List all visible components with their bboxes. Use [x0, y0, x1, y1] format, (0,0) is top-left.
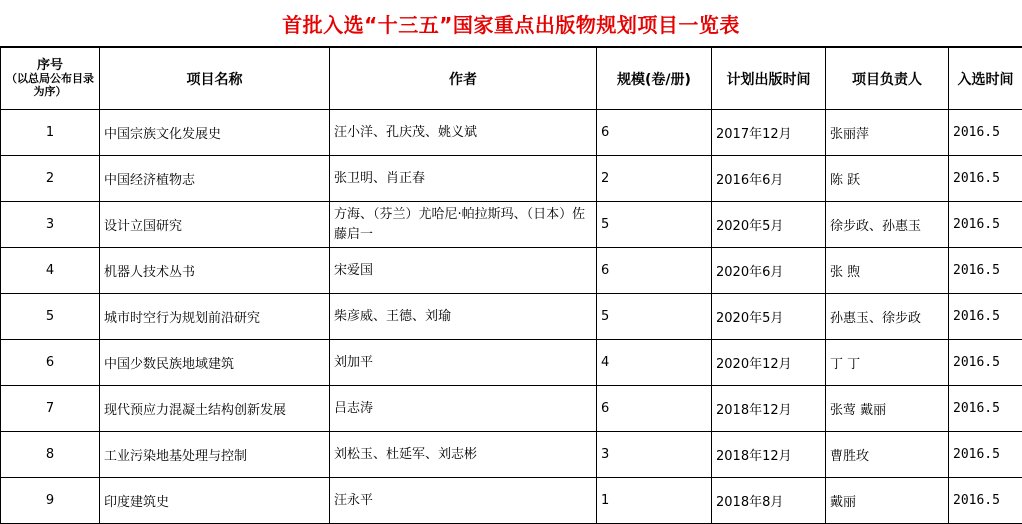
cell-selected-time: 2016.5: [949, 294, 1022, 340]
table-row: [1, 202, 1022, 248]
cell-plan-time: 2020年5月: [712, 294, 826, 340]
cell-leader: 陈 跃: [826, 156, 949, 202]
cell-plan-time: 2018年12月: [712, 386, 826, 432]
cell-seq: 5: [1, 294, 100, 340]
cell-leader: 孙惠玉、徐步政: [826, 294, 949, 340]
cell-author: 刘加平: [330, 340, 597, 386]
cell-leader: 丁 丁: [826, 340, 949, 386]
cell-leader: 张丽萍: [826, 110, 949, 156]
cell-project-name: 印度建筑史: [100, 478, 330, 524]
cell-scale: 4: [597, 340, 712, 386]
cell-scale: 6: [597, 386, 712, 432]
cell-plan-time: 2018年12月: [712, 432, 826, 478]
cell-author: 方海、（芬兰）尤哈尼·帕拉斯玛、（日本）佐藤启一: [330, 202, 597, 248]
header-author: 作者: [330, 48, 597, 110]
projects-table: [0, 47, 1022, 524]
cell-project-name: 现代预应力混凝土结构创新发展: [100, 386, 330, 432]
cell-selected-time: 2016.5: [949, 478, 1022, 524]
cell-author: 柴彦威、王德、刘瑜: [330, 294, 597, 340]
cell-selected-time: 2016.5: [949, 432, 1022, 478]
cell-leader: 张莺 戴丽: [826, 386, 949, 432]
cell-leader: 曹胜玫: [826, 432, 949, 478]
cell-scale: 6: [597, 110, 712, 156]
cell-scale: 3: [597, 432, 712, 478]
title-bar: [0, 0, 1022, 47]
table-row: [1, 340, 1022, 386]
table-row: [1, 110, 1022, 156]
cell-seq: 1: [1, 110, 100, 156]
header-leader: 项目负责人: [826, 48, 949, 110]
cell-scale: 2: [597, 156, 712, 202]
header-seq: [1, 48, 100, 110]
cell-author: 汪永平: [330, 478, 597, 524]
cell-selected-time: 2016.5: [949, 340, 1022, 386]
cell-project-name: 工业污染地基处理与控制: [100, 432, 330, 478]
cell-seq: 3: [1, 202, 100, 248]
cell-leader: 戴丽: [826, 478, 949, 524]
cell-plan-time: 2020年5月: [712, 202, 826, 248]
cell-project-name: 机器人技术丛书: [100, 248, 330, 294]
cell-plan-time: 2020年12月: [712, 340, 826, 386]
cell-seq: 2: [1, 156, 100, 202]
table-body: [1, 110, 1022, 524]
cell-seq: 7: [1, 386, 100, 432]
table-row: [1, 294, 1022, 340]
header-selected-time: 入选时间: [949, 48, 1022, 110]
cell-scale: 6: [597, 248, 712, 294]
cell-author: 汪小洋、孔庆茂、姚义斌: [330, 110, 597, 156]
cell-plan-time: 2018年8月: [712, 478, 826, 524]
cell-leader: 张 煦: [826, 248, 949, 294]
cell-seq: 8: [1, 432, 100, 478]
cell-selected-time: 2016.5: [949, 156, 1022, 202]
table-row: [1, 432, 1022, 478]
cell-author: 吕志涛: [330, 386, 597, 432]
cell-selected-time: 2016.5: [949, 248, 1022, 294]
cell-author: 刘松玉、杜延军、刘志彬: [330, 432, 597, 478]
header-seq-label: 序号: [3, 59, 97, 72]
cell-scale: 1: [597, 478, 712, 524]
cell-author: 宋爱国: [330, 248, 597, 294]
cell-plan-time: 2016年6月: [712, 156, 826, 202]
table-row: [1, 386, 1022, 432]
cell-scale: 5: [597, 202, 712, 248]
cell-seq: 4: [1, 248, 100, 294]
cell-selected-time: 2016.5: [949, 110, 1022, 156]
header-name: 项目名称: [100, 48, 330, 110]
cell-selected-time: 2016.5: [949, 386, 1022, 432]
table-row: [1, 478, 1022, 524]
table-row: [1, 248, 1022, 294]
page-title: 首批入选“十三五”国家重点出版物规划项目一览表: [282, 9, 740, 38]
cell-seq: 6: [1, 340, 100, 386]
cell-leader: 徐步政、孙惠玉: [826, 202, 949, 248]
cell-scale: 5: [597, 294, 712, 340]
cell-plan-time: 2020年6月: [712, 248, 826, 294]
cell-seq: 9: [1, 478, 100, 524]
table-row: [1, 156, 1022, 202]
header-seq-note: （以总局公布目录为序）: [3, 72, 97, 98]
cell-project-name: 设计立国研究: [100, 202, 330, 248]
header-plan-time: 计划出版时间: [712, 48, 826, 110]
header-scale: 规模(卷/册): [597, 48, 712, 110]
cell-project-name: 中国经济植物志: [100, 156, 330, 202]
cell-project-name: 中国宗族文化发展史: [100, 110, 330, 156]
table-header: [1, 48, 1022, 110]
header-row: [1, 48, 1022, 110]
cell-selected-time: 2016.5: [949, 202, 1022, 248]
cell-project-name: 城市时空行为规划前沿研究: [100, 294, 330, 340]
cell-project-name: 中国少数民族地域建筑: [100, 340, 330, 386]
cell-plan-time: 2017年12月: [712, 110, 826, 156]
cell-author: 张卫明、肖正春: [330, 156, 597, 202]
